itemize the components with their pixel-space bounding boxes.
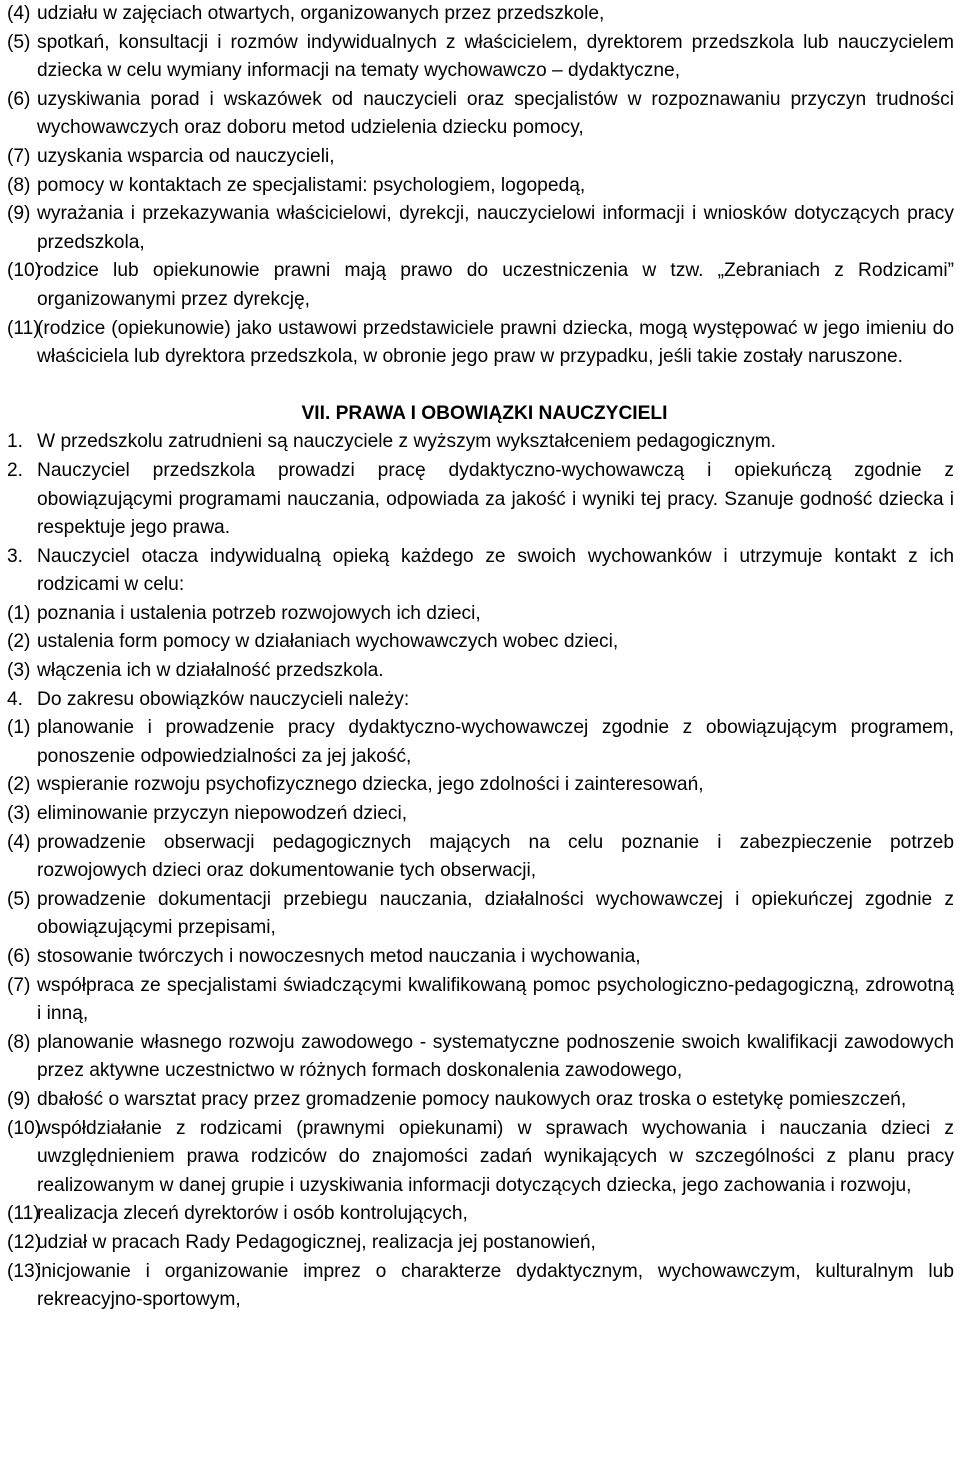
list-item-text: eliminowanie przyczyn niepowodzeń dzieci, — [37, 803, 408, 825]
section-gap — [7, 372, 954, 400]
list-item — [7, 1115, 954, 1201]
list-item — [7, 800, 954, 829]
list-item-text: wspieranie rozwoju psychofizycznego dziecka, jego zdolności i zainteresowań, — [37, 774, 704, 796]
list-item-number: 3. — [7, 545, 24, 567]
list-item-number: (6) — [7, 946, 31, 967]
list-item-text: prowadzenie dokumentacji przebiegu nauczania, działalności wychowawczej i opiekuńczej zgodnie z obowiązującymi przepisami, — [37, 888, 954, 939]
list-item — [7, 829, 954, 886]
list-item-number: 4. — [7, 688, 24, 710]
list-item-text: poznania i ustalenia potrzeb rozwojowych ich dzieci, — [37, 602, 481, 624]
list-item-number: (3) — [7, 660, 31, 682]
list-item-text: planowanie własnego rozwoju zawodowego - systematyczne podnoszenie swoich kwalifikacji zawodowych przez aktywne uczestnictwo w różnych formach doskonalenia zawodowego, — [37, 1031, 954, 1082]
list-item-number: (4) — [7, 3, 31, 24]
list-item-number: (3) — [7, 803, 31, 825]
list-item-text: wyrażania i przekazywania właścicielowi, dyrekcji, nauczycielowi informacji i wniosków dotyczących pracy przedszkola, — [37, 203, 954, 253]
list-item — [7, 200, 954, 257]
list-item-text: Do zakresu obowiązków nauczycieli należy: — [37, 688, 410, 710]
list-item-text: włączenia ich w działalność przedszkola. — [37, 660, 384, 682]
list-item-text: udziału w zajęciach otwartych, organizowanych przez przedszkole, — [37, 3, 605, 24]
list-item — [7, 600, 954, 629]
list-item — [7, 1029, 954, 1086]
list-item-number: (12) — [7, 1231, 42, 1253]
list-item — [7, 172, 954, 201]
list-item — [7, 628, 954, 657]
list-item-number: (8) — [7, 174, 31, 196]
list-item-text: udział w pracach Rady Pedagogicznej, realizacja jej postanowień, — [37, 1231, 596, 1253]
list-item-number: (7) — [7, 974, 31, 996]
list-item-text: inicjowanie i organizowanie imprez o charakterze dydaktycznym, wychowawczym, kulturalnym lub rekreacyjno-sportowym, — [37, 1260, 954, 1311]
list-item-number: (4) — [7, 831, 31, 853]
list-item-text: uzyskiwania porad i wskazówek od nauczycieli oraz specjalistów w rozpoznawaniu przyczyn trudności wychowawczych oraz doboru metod udzielenia dziecku pomocy, — [37, 88, 954, 139]
list-item-text: stosowanie twórczych i nowoczesnych metod nauczania i wychowania, — [37, 946, 641, 967]
list-item-number: (8) — [7, 1031, 31, 1053]
list-item — [7, 686, 954, 715]
list-item-text: pomocy w kontaktach ze specjalistami: psychologiem, logopedą, — [37, 174, 586, 196]
list-item-text: W przedszkolu zatrudnieni są nauczyciele z wyższym wykształceniem pedagogicznym. — [37, 431, 777, 453]
list-item-text: prowadzenie obserwacji pedagogicznych mających na celu poznanie i zabezpieczenie potrzeb rozwojowych dzieci oraz dokumentowanie tych obserwacji, — [37, 831, 954, 882]
list-item-text: współdziałanie z rodzicami (prawnymi opiekunami) w sprawach wychowania i nauczania dzieci z uwzględnieniem prawa rodziców do znajomości zadań wynikających w szczególności z planu pracy realizowanym w danej grupie i uzyskiwania informacji dotyczących dziecka, jego zachowania i rozwoju, — [37, 1117, 954, 1196]
list-item-number: (10) — [7, 260, 42, 282]
list-item-number: (5) — [7, 31, 31, 53]
list-item — [7, 143, 954, 172]
list-item — [7, 1200, 954, 1229]
list-item — [7, 86, 954, 143]
list-item — [7, 1086, 954, 1115]
list-item-number: 2. — [7, 459, 24, 481]
list-item — [7, 1258, 954, 1315]
list-item-text: Nauczyciel otacza indywidualną opieką każdego ze swoich wychowanków i utrzymuje kontakt z ich rodzicami w celu: — [37, 545, 954, 596]
list-item — [7, 29, 954, 86]
list-item-number: (6) — [7, 88, 31, 110]
list-item-number: (1) — [7, 717, 31, 739]
section-heading: VII. PRAWA I OBOWIĄZKI NAUCZYCIELI — [301, 402, 668, 424]
list-item-text: spotkań, konsultacji i rozmów indywidualnych z właścicielem, dyrektorem przedszkola lub nauczycielem dziecka w celu wymiany informacji na tematy wychowawczo – dydaktyczne, — [37, 31, 954, 82]
list-item — [7, 714, 954, 771]
list-item — [7, 257, 954, 314]
list-item-number: (10) — [7, 1117, 42, 1139]
list-item — [7, 1229, 954, 1258]
list-item-number: (7) — [7, 145, 31, 167]
list-item — [7, 771, 954, 800]
list-item-number: (2) — [7, 774, 31, 796]
teacher-duties-list — [7, 428, 954, 1314]
list-item — [7, 972, 954, 1029]
list-item-number: (5) — [7, 888, 31, 910]
list-item-number: (9) — [7, 1088, 31, 1110]
list-item-text: dbałość o warsztat pracy przez gromadzenie pomocy naukowych oraz troska o estetykę pomieszczeń, — [37, 1088, 907, 1110]
list-item-text: Nauczyciel przedszkola prowadzi pracę dydaktyczno-wychowawczą i opiekuńczą zgodnie z obowiązującymi programami nauczania, odpowiada za jakość i wyniki tej pracy. Szanuje godność dziecka i respektuje jego prawa. — [37, 459, 954, 539]
list-item-text: ustalenia form pomocy w działaniach wychowawczych wobec dzieci, — [37, 631, 619, 653]
list-item-number: (1) — [7, 602, 31, 624]
list-item-text: współpraca ze specjalistami świadczącymi kwalifikowaną pomoc psychologiczno-pedagogiczną, zdrowotną i inną, — [37, 974, 954, 1025]
list-item-number: (11) — [7, 317, 40, 339]
list-item-text: rodzice lub opiekunowie prawni mają prawo do uczestniczenia w tzw. „Zebraniach z Rodzicami” organizowanymi przez dyrekcję, — [37, 260, 954, 310]
list-item-text: (rodzice (opiekunowie) jako ustawowi przedstawiciele prawni dziecka, mogą występować w jego imieniu do właściciela lub dyrektora przedszkola, w obronie jego praw w przypadku, jeśli takie zostały naruszone. — [37, 317, 954, 368]
list-item-number: (9) — [7, 203, 31, 225]
list-item-number: (13) — [7, 1260, 42, 1282]
list-item — [7, 886, 954, 943]
parent-rights-list — [7, 0, 954, 372]
list-item-text: planowanie i prowadzenie pracy dydaktyczno-wychowawczej zgodnie z obowiązującym programem, ponoszenie odpowiedzialności za jej jakość, — [37, 717, 954, 767]
list-item-number: (11) — [7, 1203, 40, 1225]
list-item — [7, 315, 954, 372]
list-item — [7, 457, 954, 543]
list-item — [7, 657, 954, 686]
list-item — [7, 543, 954, 600]
list-item-text: uzyskania wsparcia od nauczycieli, — [37, 145, 335, 167]
list-item-text: realizacja zleceń dyrektorów i osób kontrolujących, — [37, 1203, 468, 1225]
list-item-number: (2) — [7, 631, 31, 653]
list-item — [7, 428, 954, 457]
list-item-number: 1. — [7, 431, 24, 453]
list-item — [7, 0, 954, 29]
list-item — [7, 943, 954, 972]
